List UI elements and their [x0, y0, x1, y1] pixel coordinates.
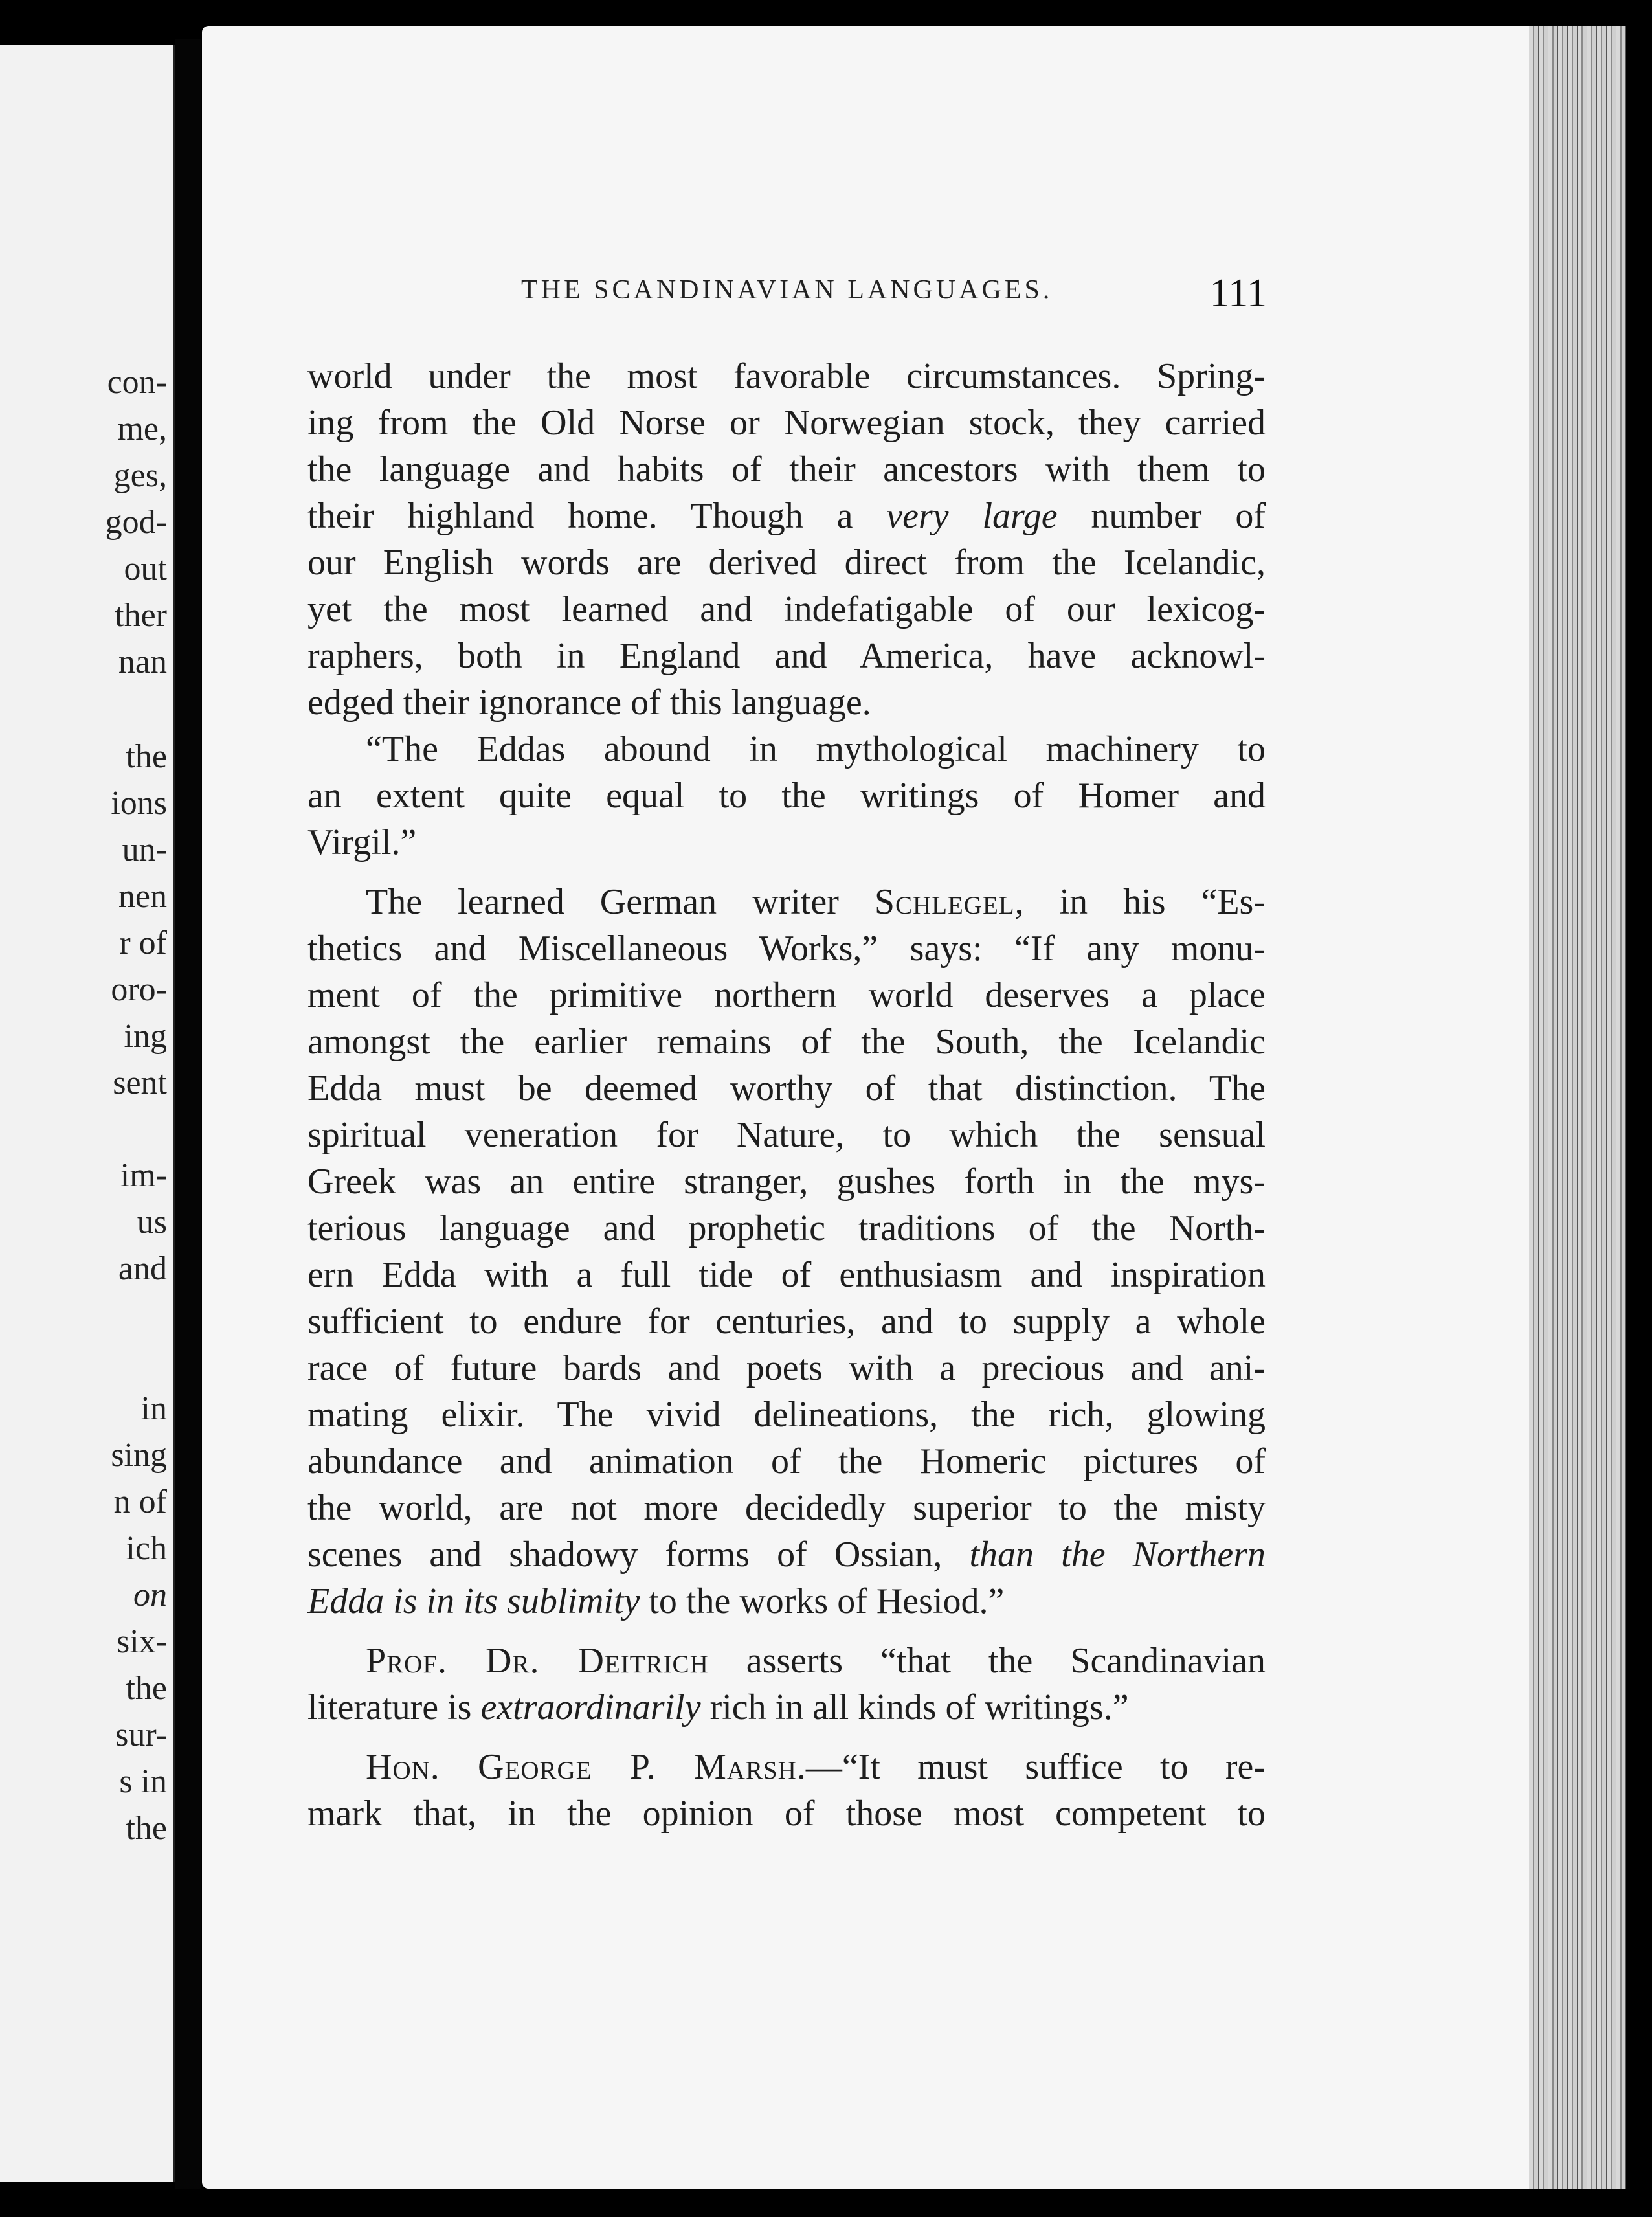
text-line: spiritual veneration for Nature, to which the sensual [307, 1115, 1266, 1155]
left-page-fragment: us [137, 1204, 167, 1241]
text-line: Edda is in its sublimity to the works of Hesiod.” [307, 1581, 1005, 1621]
text-line: raphers, both in England and America, have acknowl- [307, 636, 1266, 676]
left-page-fragment: im- [120, 1157, 167, 1194]
text-line: abundance and animation of the Homeric pictures of [307, 1441, 1266, 1481]
left-page-fragment: ions [111, 785, 167, 822]
left-page-fragment: six- [117, 1623, 167, 1660]
running-head [521, 271, 1267, 315]
text-line: The learned German writer Schlegel, in his “Es- [366, 882, 1266, 922]
text-line: the world, are not more decidedly superior to the misty [307, 1488, 1266, 1528]
left-page-fragment: ing [124, 1018, 167, 1055]
left-page-fragment: con- [107, 364, 167, 401]
book-gutter [175, 39, 201, 2189]
left-page-fragment: the [126, 1670, 167, 1707]
text-line: Prof. Dr. Deitrich asserts “that the Scandinavian [366, 1641, 1266, 1681]
text-line: scenes and shadowy forms of Ossian, than the Northern [307, 1535, 1266, 1575]
text-line: “The Eddas abound in mythological machinery to [366, 729, 1266, 769]
left-page-fragment: me, [117, 411, 167, 447]
text-line: race of future bards and poets with a precious and ani- [307, 1348, 1266, 1388]
text-line: world under the most favorable circumstances. Spring- [307, 356, 1266, 396]
left-page-fragment: oro- [111, 971, 167, 1008]
left-page-fragment: un- [122, 831, 167, 868]
left-page-fragment: sent [113, 1064, 167, 1101]
text-line: Hon. George P. Marsh.—“It must suffice to re- [366, 1747, 1266, 1787]
left-page-fragment: n of [113, 1483, 167, 1520]
text-line: sufficient to endure for centuries, and to supply a whole [307, 1301, 1266, 1342]
left-page-fragment: ges, [113, 457, 167, 494]
left-page-fragment: ich [126, 1530, 167, 1567]
left-page-fragment: on [133, 1577, 167, 1614]
left-page-fragment: god- [105, 504, 167, 541]
text-line: literature is extraordinarily rich in all kinds of writings.” [307, 1687, 1129, 1727]
body-text [307, 353, 1266, 1837]
text-line: ern Edda with a full tide of enthusiasm and inspiration [307, 1255, 1266, 1295]
text-line: mating elixir. The vivid delineations, the rich, glowing [307, 1395, 1266, 1435]
page-number: 111 [1209, 271, 1267, 315]
text-line: Edda must be deemed worthy of that distinction. The [307, 1068, 1266, 1108]
text-line: our English words are derived direct from the Icelandic, [307, 543, 1266, 583]
page-edges [1529, 26, 1626, 2189]
left-page-fragment: s in [119, 1763, 167, 1800]
left-page-fragment: r of [119, 925, 167, 962]
left-page-fragment: sing [111, 1437, 167, 1474]
text-line: the language and habits of their ancestors with them to [307, 449, 1266, 490]
text-line: yet the most learned and indefatigable of our lexicog- [307, 589, 1266, 629]
left-page-fragment: nen [118, 878, 167, 915]
text-line: mark that, in the opinion of those most competent to [307, 1794, 1266, 1834]
facing-page [0, 45, 175, 2182]
text-line: thetics and Miscellaneous Works,” says: “If any monu- [307, 928, 1266, 969]
text-line: ing from the Old Norse or Norwegian stock, they carried [307, 403, 1266, 443]
left-page-fragment: the [126, 1810, 167, 1847]
text-line: an extent quite equal to the writings of Homer and [307, 776, 1266, 816]
left-page-fragment: sur- [115, 1716, 167, 1753]
text-line: edged their ignorance of this language. [307, 682, 871, 723]
left-page-fragment: and [118, 1250, 167, 1287]
text-line: ment of the primitive northern world deserves a place [307, 975, 1266, 1015]
text-line: Greek was an entire stranger, gushes forth in the mys- [307, 1162, 1266, 1202]
left-page-fragment: ther [115, 597, 167, 634]
text-line: their highland home. Though a very large number of [307, 496, 1266, 536]
text-line: terious language and prophetic traditions of the North- [307, 1208, 1266, 1248]
running-title: THE SCANDINAVIAN LANGUAGES. [521, 275, 1053, 305]
left-page-fragment: the [126, 738, 167, 775]
left-page-fragment: out [124, 550, 167, 587]
left-page-fragment: in [140, 1390, 167, 1427]
text-line: Virgil.” [307, 822, 417, 862]
left-page-fragment: nan [118, 644, 167, 681]
text-line: amongst the earlier remains of the South, the Icelandic [307, 1022, 1266, 1062]
